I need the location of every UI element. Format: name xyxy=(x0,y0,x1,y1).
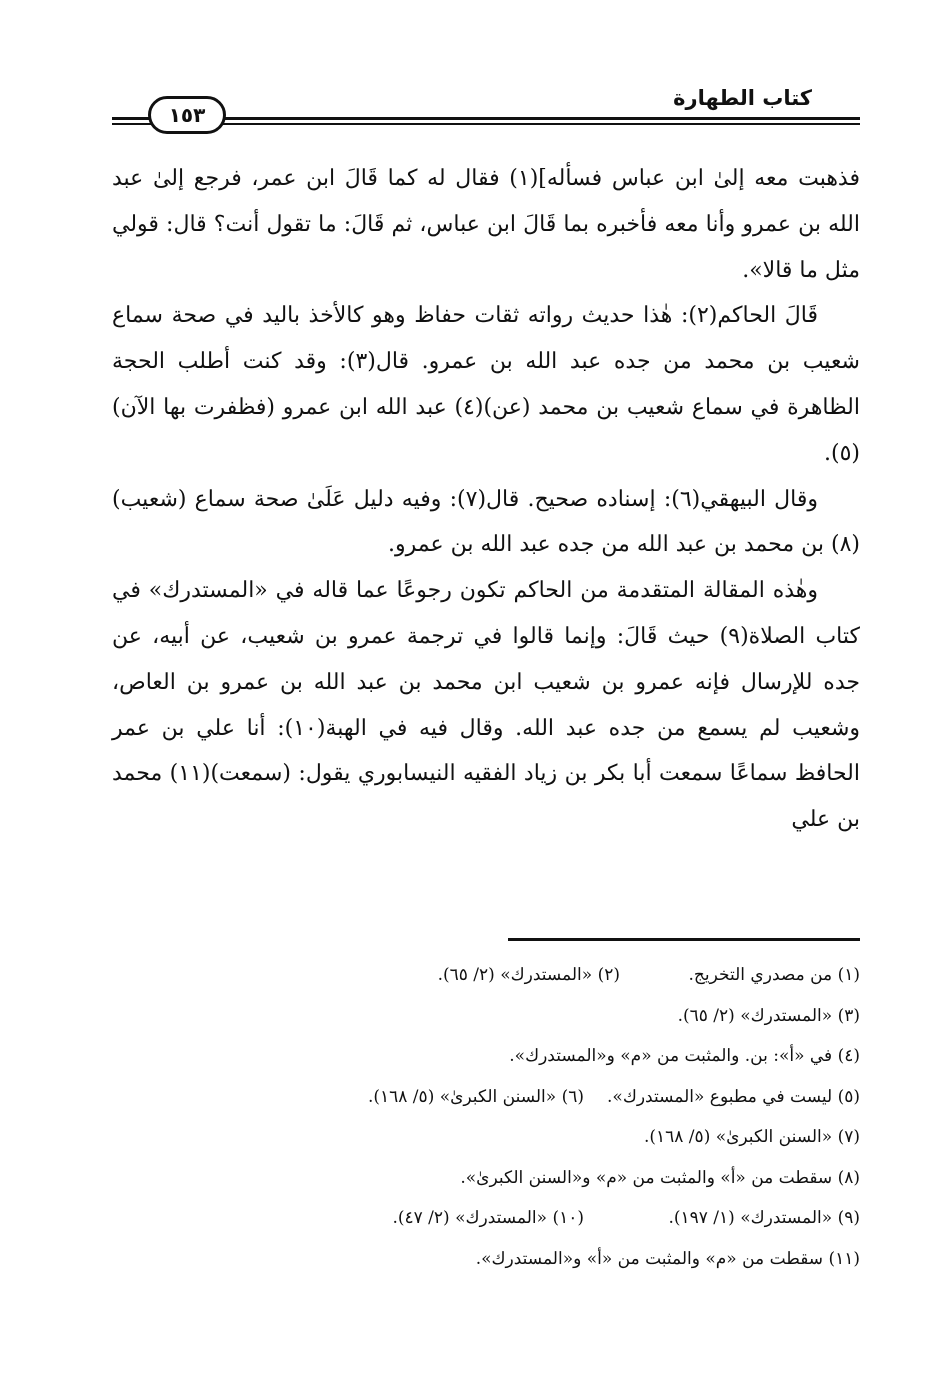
footnote: (٢) «المستدرك» (٢/ ٦٥). xyxy=(437,965,620,985)
paragraph: قَالَ الحاكم(٢): هٰذا حديث رواته ثقات حفاظ وهو كالأخذ باليد في صحة سماع شعيب بن محمد من جده عبد الله بن عمرو. قال(٣): وقد كنت أطلب الحجة الظاهرة في سماع شعيب بن محمد (عن)(٤) عبد الله ابن عمرو (فظفرت بها الآن)(٥). xyxy=(112,303,860,466)
footnote: (٨) سقطت من «أ» والمثبت من «م» و«السنن الكبرىٰ». xyxy=(460,1167,860,1188)
footnote: (٧) «السنن الكبرىٰ» (٥/ ١٦٨). xyxy=(643,1127,860,1147)
paragraph: وقال البيهقي(٦): إسناده صحيح. قال(٧): وفيه دليل عَلَىٰ صحة سماع (شعيب)(٨) بن محمد بن عبد الله من جده عبد الله بن عمرو. xyxy=(112,486,860,558)
book-title: كتاب الطهارة xyxy=(673,86,812,110)
footnote: (١٠) «المستدرك» (٢/ ٤٧). xyxy=(392,1208,584,1228)
paragraph: فذهبت معه إلىٰ ابن عباس فسأله](١) فقال له كما قَالَ ابن عمر، فرجع إلىٰ عبد الله بن عمرو وأنا معه فأخبره بما قَالَ ابن عباس، ثم قَالَ: ما تقول أنت؟ قال: قولي مثل ما قالا». xyxy=(112,166,860,283)
footnote: (٤) في «أ»: بن. والمثبت من «م» و«المستدرك». xyxy=(509,1046,860,1066)
footnote-row xyxy=(112,955,860,996)
page-header xyxy=(112,86,860,126)
footnote-separator xyxy=(508,938,860,941)
footnote-row xyxy=(112,1198,860,1239)
footnote: (٩) «المستدرك» (١/ ١٩٧). xyxy=(668,1208,860,1228)
footnote-row xyxy=(112,1077,860,1118)
footnote: (٣) «المستدرك» (٢/ ٦٥). xyxy=(677,1005,860,1026)
footnote-row xyxy=(112,1239,860,1280)
footnote-row xyxy=(112,1117,860,1158)
paragraph: وهٰذه المقالة المتقدمة من الحاكم تكون رجوعًا عما قاله في «المستدرك» في كتاب الصلاة(٩) حيث قَالَ: وإنما قالوا في ترجمة عمرو بن شعيب، عن أبيه، عن جده للإرسال فإنه عمرو بن شعيب ابن محمد بن عبد الله بن عمرو بن العاص، وشعيب لم يسمع من جده عبد الله. وقال فيه في الهبة(١٠): أنا علي بن عمر الحافظ سماعًا سمعت أبا بكر بن زياد الفقيه النيسابوري يقول: (سمعت)(١١) محمد بن علي xyxy=(112,578,861,833)
footnotes xyxy=(112,955,860,1279)
main-text xyxy=(112,156,860,843)
header-rule-bottom xyxy=(112,123,860,125)
footnote: (١) من مصدري التخريج. xyxy=(688,965,860,985)
footnote: (١١) سقطت من «م» والمثبت من «أ» و«المستدرك». xyxy=(475,1248,860,1269)
footnote: (٦) «السنن الكبرىٰ» (٥/ ١٦٨). xyxy=(367,1086,584,1107)
footnote-row xyxy=(112,1158,860,1199)
footnote-row xyxy=(112,996,860,1037)
footnote-row xyxy=(112,1036,860,1077)
footnote: (٥) ليست في مطبوع «المستدرك». xyxy=(607,1086,860,1107)
page-number: ١٥٣ xyxy=(148,96,226,134)
